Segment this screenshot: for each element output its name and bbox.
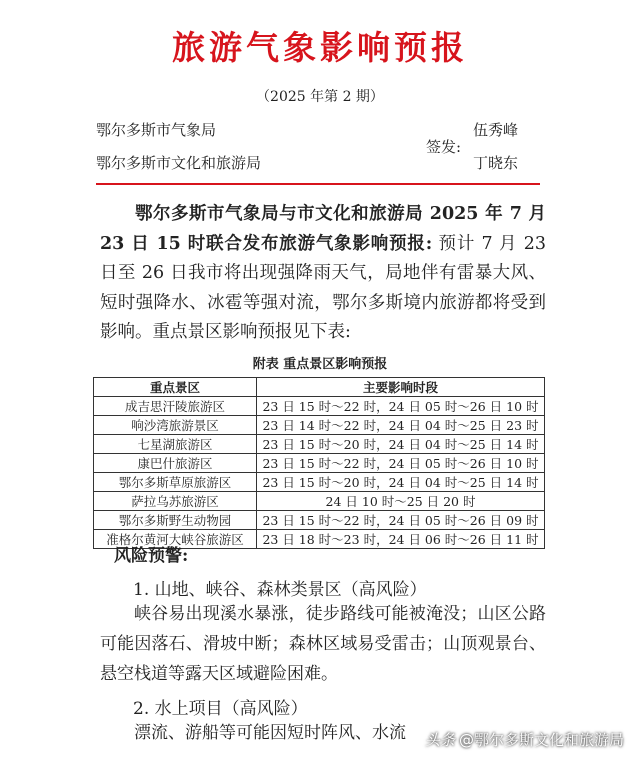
table-row (94, 397, 545, 416)
table-row (94, 492, 545, 511)
red-divider-line (96, 183, 540, 185)
impact-period-cell: 24 日 10 时～25 日 20 时 (257, 492, 545, 511)
sign-label: 签发: (426, 138, 462, 156)
risk-warning-heading: 风险预警: (114, 546, 189, 566)
scenic-area-cell: 鄂尔多斯草原旅游区 (94, 473, 257, 492)
risk-item-1-text: 峡谷易出现溪水暴涨，徒步路线可能被淹没；山区公路可能因落石、滑坡中断；森林区域易受雷击；山顶观景台、悬空栈道等露天区域避险困难。 (100, 604, 546, 684)
impact-period-cell: 23 日 15 时～22 时，24 日 05 时～26 日 10 时 (257, 454, 545, 473)
impact-period-cell: 23 日 15 时～20 时，24 日 04 时～25 日 14 时 (257, 435, 545, 454)
impact-period-cell: 23 日 15 时～22 时，24 日 05 时～26 日 10 时 (257, 397, 545, 416)
impact-period-cell: 23 日 15 时～22 时，24 日 05 时～26 日 09 时 (257, 511, 545, 530)
watermark-prefix: 头条 (424, 731, 455, 749)
scenic-area-cell: 成吉思汗陵旅游区 (94, 397, 257, 416)
table-row (94, 454, 545, 473)
risk-item-2-text: 漂流、游船等可能因短时阵风、水流 (134, 723, 406, 743)
impact-period-cell: 23 日 15 时～20 时，24 日 04 时～25 日 14 时 (257, 473, 545, 492)
impact-period-cell: 23 日 18 时～23 时，24 日 06 时～26 日 11 时 (257, 530, 545, 549)
watermark-text: @鄂尔多斯文化和旅游局 (458, 731, 624, 749)
document-title: 旅游气象影响预报 (172, 28, 468, 67)
issue-number: （2025 年第 2 期） (256, 89, 384, 105)
table-caption: 附表 重点景区影响预报 (252, 357, 388, 372)
issuer-meteorological-bureau: 鄂尔多斯市气象局 (96, 121, 217, 139)
header-impact-period: 主要影响时段 (257, 378, 545, 397)
table-row (94, 435, 545, 454)
scenic-area-cell: 响沙湾旅游景区 (94, 416, 257, 435)
signer-2: 丁晓东 (473, 154, 519, 172)
scenic-area-cell: 鄂尔多斯野生动物园 (94, 511, 257, 530)
risk-item-1-title: 1. 山地、峡谷、森林类景区（高风险） (133, 580, 427, 600)
issuer-culture-tourism-bureau: 鄂尔多斯市文化和旅游局 (96, 154, 262, 172)
intro-bold-lead: 鄂尔多斯市气象局与市文化和旅游局 2025 年 7 月 23 日 15 时联合发布旅游气象影响预报: (100, 204, 546, 254)
table-row (94, 416, 545, 435)
scenic-area-cell: 准格尔黄河大峡谷旅游区 (94, 530, 257, 549)
impact-period-cell: 23 日 14 时～22 时，24 日 04 时～25 日 23 时 (257, 416, 545, 435)
scenic-area-cell: 康巴什旅游区 (94, 454, 257, 473)
risk-item-2-title: 2. 水上项目（高风险） (133, 699, 308, 719)
signer-1: 伍秀峰 (473, 121, 519, 139)
scenic-impact-table (93, 377, 545, 549)
watermark (425, 729, 624, 750)
table-row (94, 473, 545, 492)
scenic-area-cell: 萨拉乌苏旅游区 (94, 492, 257, 511)
table-header-row (94, 378, 545, 397)
table-row (94, 511, 545, 530)
header-scenic-area: 重点景区 (94, 378, 257, 397)
scenic-area-cell: 七星湖旅游区 (94, 435, 257, 454)
intro-text: 预计 7 月 23 日至 26 日我市将出现强降雨天气，局地伴有雷暴大风、短时强降水、冰雹等强对流，鄂尔多斯境内旅游都将受到影响。重点景区影响预报见下表: (100, 233, 546, 343)
intro-paragraph (100, 200, 546, 348)
